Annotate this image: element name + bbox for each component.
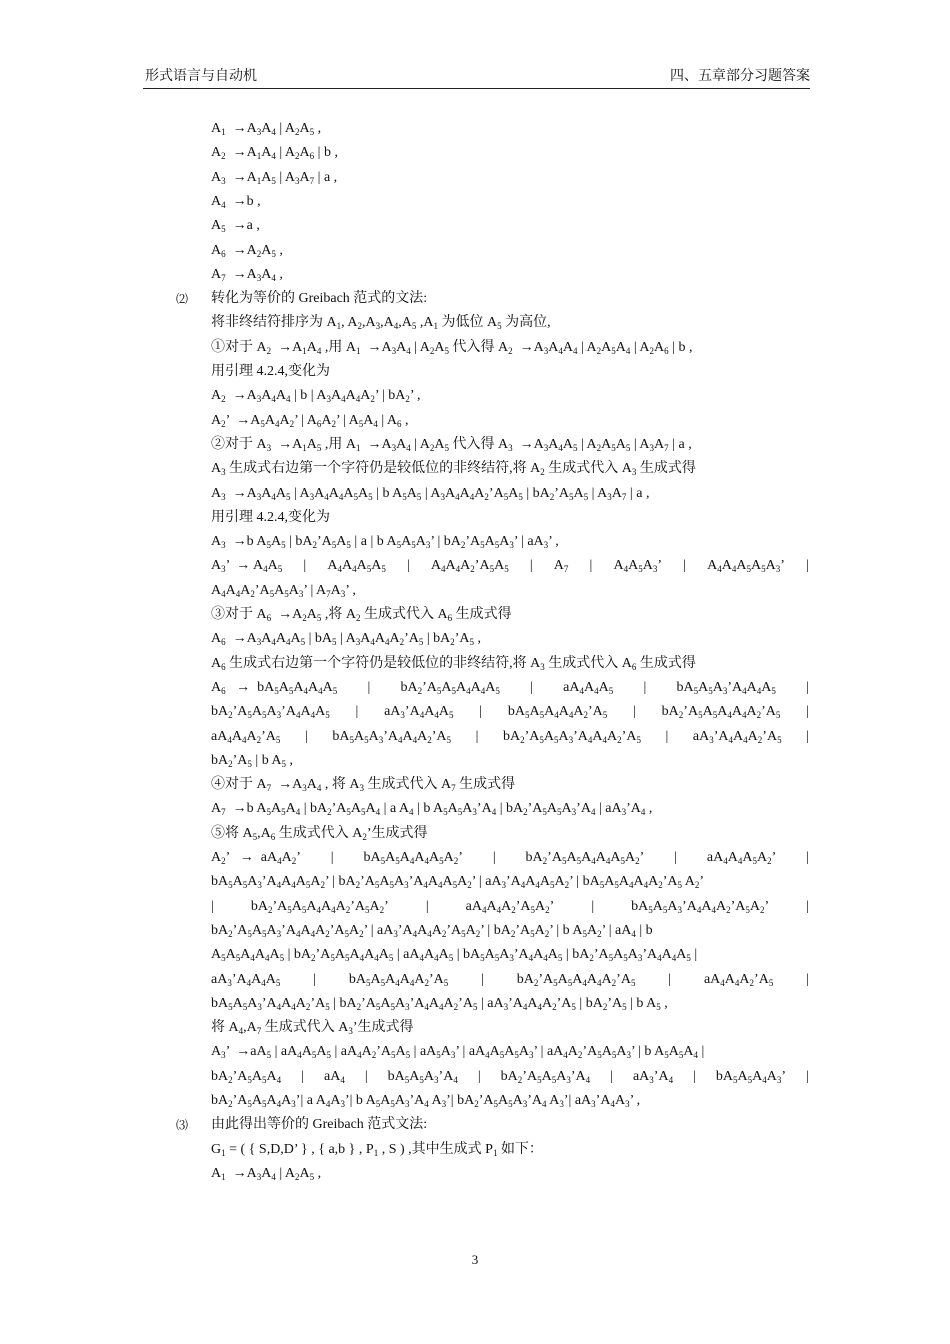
text-segment: $bA_5A_5A_3’A_4A_4A_2’A_5$ (332, 728, 452, 745)
text-line: $A_3$ 生成式右边第一个字符仍是较低位的非终结符,将 $A_2$ 生成式代入 $A_3$ 生成式得 (211, 461, 696, 478)
text-line: $A_6 \to A_3A_4A_4A_5$ | $bA_5$ | $A_3A_4A_4A_2’A_5$ | $bA_2’A_5$ , (211, 631, 482, 648)
text-segment: | (806, 704, 809, 720)
text-segment: $aA_3’A_4A_4A_5$ (384, 704, 454, 721)
text-line: $A_7 \to b$ $A_5A_5A_4$ | $bA_2’A_5A_5A_4$ | a $A_4$ | b $A_5A_5A_3’A_4$ | $bA_2’A_5A_5A_3’A_4$ | $aA_3’A_4$ , (211, 801, 653, 818)
text-segment: | (406, 558, 410, 574)
section-number: ⑵ (176, 292, 189, 307)
text-line: 用引理 4.2.4,变化为 (211, 509, 330, 525)
text-line: ⑤将 $A_5,A_6$ 生成式代入 $A_2$’生成式得 (211, 825, 428, 842)
text-line: $A_7 \to A_3A_4$ , (211, 266, 283, 283)
text-line (211, 702, 809, 722)
text-segment: | (425, 898, 429, 914)
text-segment: $bA_2’A_5A_5A_4A_4A_2’A_5$ (661, 704, 781, 721)
text-segment: $A_7$ (553, 558, 569, 575)
text-line: ①对于 $A_2 \to A_1A_4$ ,用 $A_1 \to A_3A_4$ | $A_2A_5$ 代入得 $A_2 \to A_3A_4A_4$ | $A_2A_5A_4$ | $A_2A_6$ | b , (211, 339, 693, 356)
text-segment: $bA_2’A_5A_5A_3’A_4A_4A_2’A_5$ (502, 728, 641, 745)
text-segment: $A_4A_4A_5A_5$ (327, 558, 386, 575)
text-segment: | (364, 1068, 368, 1084)
section-number: ⑶ (176, 1118, 189, 1133)
text-segment: $aA_4A_4A_2’A_5$ (211, 728, 281, 745)
text-segment: $bA_5A_5A_3’A_4$ (387, 1068, 458, 1085)
text-segment: | (211, 898, 214, 914)
text-segment: | (806, 898, 809, 914)
text-line: $A_2 \to A_3A_4A_4$ | b | $A_3A_4A_4A_2$’ | $bA_2$’ , (211, 388, 421, 405)
text-line: $A_2$’ $\to A_5A_4A_2$’ | $A_6A_2$’ | $A_5A_4$ | $A_6$ , (211, 412, 409, 429)
text-line: $A_6$ 生成式右边第一个字符仍是较低位的非终结符,将 $A_3$ 生成式代入 $A_6$ 生成式得 (211, 655, 696, 672)
text-segment: $bA_2’A_5A_5A_3’A_4$ (500, 1068, 591, 1085)
page-number: 3 (471, 1252, 479, 1267)
text-segment: $A_3$’ → $A_4A_5$ (211, 558, 283, 575)
text-segment: $bA_5A_5A_4A_4A_2’A_5$ (348, 971, 449, 988)
text-segment: | (693, 1068, 696, 1084)
text-segment: $A_4A_4A_5A_5A_3$’ (707, 558, 785, 575)
text-segment: $aA_4A_4A_2’A_5A_2$’ (465, 898, 555, 915)
text-segment: $bA_2’A_5A_5A_3’A_4A_4A_5$ (211, 704, 330, 721)
text-segment: $aA_3’A_4A_4A_2’A_5$ (692, 728, 782, 745)
text-segment: | (477, 1068, 481, 1084)
text-line: $bA_5A_5A_3’A_4A_4A_5A_2$’ | $bA_2’A_5A_5A_3’A_4A_4A_5A_2$’ | $aA_3’A_4A_4A_5A_2$’ | $bA_5A_5A_4A_4A_2’A_5$ $A_2$’ (211, 874, 705, 891)
text-segment: | (313, 971, 317, 987)
text-line: 用引理 4.2.4,变化为 (211, 364, 330, 379)
text-segment: | (806, 971, 809, 987)
text-segment: | (355, 704, 359, 720)
text-line: $A_1 \to A_3A_4$ | $A_2A_5$ , (211, 121, 322, 137)
text-line (211, 678, 809, 698)
text-segment: $aA_3’A_4$ (632, 1068, 674, 1085)
text-line: 由此得出等价的 Greibach 范式文法: (211, 1117, 428, 1133)
text-line: $bA_2’A_5$ | b $A_5$ , (211, 752, 294, 769)
text-line (211, 848, 809, 868)
text-line: $A_1 \to A_3A_4$ | $A_2A_5$ , (211, 1165, 322, 1182)
text-segment: $bA_2’A_5A_5A_4A_4A_5A_2$’ (525, 850, 645, 866)
text-line (211, 970, 809, 990)
text-segment: | (806, 558, 809, 574)
text-segment: $A_4A_5A_3$’ (613, 558, 663, 575)
text-segment: $A_4A_4A_2’A_5A_5$ (430, 558, 509, 575)
text-segment: | (475, 728, 479, 744)
text-segment: | (591, 898, 595, 914)
text-line: ④对于 $A_7 \to A_3A_4$ , 将 $A_3$ 生成式代入 $A_7$ 生成式得 (211, 777, 516, 794)
text-segment: $aA_4A_4A_5A_2$’ (706, 850, 777, 866)
text-segment: | (643, 679, 647, 695)
text-segment: | (303, 558, 307, 574)
text-segment: $bA_2’A_5A_5A_4A_4A_2’A_5$ (516, 971, 636, 988)
text-segment: | (806, 850, 809, 865)
text-segment: | (806, 1068, 809, 1084)
text-line: 转化为等价的 Greibach 范式的文法: (211, 291, 428, 307)
text-segment: $bA_5A_5A_3’A_4A_4A_2’A_5A_2$’ (631, 898, 770, 915)
text-segment: | (529, 558, 533, 574)
text-line: $A_5 \to a$ , (211, 218, 260, 235)
text-segment: | (806, 728, 809, 744)
text-segment: $A_2$’ → $aA_4A_2$’ (211, 850, 301, 866)
text-line: $bA_5A_5A_3’A_4A_4A_2’A_5$ | $bA_2’A_5A_5A_3’A_4A_4A_2’A_5$ | $aA_3’A_4A_4A_2’A_5$ | $bA_2’A_5$ | b $A_5$ , (211, 995, 668, 1012)
text-segment: | (668, 971, 672, 987)
text-line: $A_6 \to A_2A_5$ , (211, 242, 283, 259)
text-line (211, 556, 809, 576)
text-segment: | (674, 850, 677, 865)
text-line: $A_3 \to A_3A_4A_5$ | $A_3A_4A_4A_5A_5$ | b $A_5A_5$ | $A_3A_4A_4A_2’A_5A_5$ | $bA_2’A_5A_5$ | $A_3A_7$ | a , (211, 485, 650, 502)
text-segment: | (683, 558, 686, 574)
text-segment: | (665, 728, 669, 744)
text-segment: | (479, 704, 483, 720)
text-line: $A_3 \to b$ $A_5A_5$ | $bA_2’A_5A_5$ | a | b $A_5A_5A_3$’ | $bA_2’A_5A_5A_3$’ | $aA_3$’ , (211, 534, 559, 551)
text-line: ②对于 $A_3 \to A_1A_5$ ,用 $A_1 \to A_3A_4$ | $A_2A_5$ 代入得 $A_3 \to A_3A_4A_5$ | $A_2A_5A_5$ | $A_3A_7$ | a , (211, 436, 692, 453)
text-segment: $aA_4$ (324, 1068, 345, 1085)
text-line: $A_5A_5A_4A_4A_5$ | $bA_2’A_5A_5A_4A_4A_5$ | $aA_4A_4A_5$ | $bA_5A_5A_3’A_4A_4A_5$ | $bA_2’A_5A_5A_3’A_4A_4A_5$ | (211, 947, 698, 964)
text-segment: | (530, 679, 533, 695)
header-rule (143, 88, 810, 89)
text-line: $bA_2’A_5A_5A_4A_3’|$ a $A_4A_3’|$ b $A_5A_5A_3’A_4$ $A_3’|$ $bA_2’A_5A_5A_3’A_4$ $A_3’|$ $aA_3’A_4A_3$’ , (211, 1093, 641, 1109)
text-line: ③对于 $A_6 \to A_2A_5$ ,将 $A_2$ 生成式代入 $A_6$ 生成式得 (211, 607, 512, 623)
header-title-left: 形式语言与自动机 (145, 69, 257, 84)
text-segment: | (301, 1068, 304, 1084)
text-segment: | (589, 558, 593, 574)
text-segment: $aA_4A_4A_5$ (563, 679, 614, 696)
text-line: 将 $A_4,A_7$ 生成式代入 $A_3$’生成式得 (211, 1020, 414, 1037)
text-line: $bA_2’A_5A_5A_3’A_4A_4A_2’A_5A_2$’ | $aA_3’A_4A_4A_2’A_5A_2$’ | $bA_2’A_5A_2$’ | b $A_5A_2$’ | $aA_4$ | b (211, 922, 653, 939)
text-line (211, 897, 809, 917)
text-segment: $bA_2’A_5A_5A_4$ (211, 1068, 282, 1085)
text-line: 将非终结符排序为 $A_1$, $A_2,A_3,A_4,A_5$ $,A_1$ 为低位 $A_5$ 为高位, (211, 315, 551, 332)
text-segment: $bA_2’A_5A_5A_4A_4A_5$ (400, 679, 500, 696)
header-title-right: 四、五章部分习题答案 (670, 69, 810, 84)
text-segment: | (367, 679, 371, 695)
text-segment: | (492, 850, 496, 865)
text-line: $A_3$’ $\to aA_5$ | $aA_4A_5A_5$ | $aA_4A_2’A_5A_5$ | $aA_5A_3$’ | $aA_4A_5A_5A_3$’ | $aA_4A_2’A_5A_5A_3$’ | b $A_5A_5A_4$ | (211, 1044, 705, 1061)
text-segment: $bA_5A_5A_3’A_4A_4A_5$ (676, 679, 776, 696)
text-line: $A_2 \to A_1A_4$ | $A_2A_6$ | b , (211, 145, 338, 162)
text-segment: | (633, 704, 636, 720)
text-segment: | (806, 679, 809, 695)
text-segment: | (330, 850, 334, 865)
text-line: $A_3 \to A_1A_5$ | $A_3A_7$ | a , (211, 169, 338, 186)
text-segment: $bA_5A_5A_4A_3$’ (715, 1068, 787, 1085)
text-line: $A_4A_4A_2’A_5A_5A_3$’ | $A_7A_3$’ , (211, 582, 356, 599)
text-segment: $bA_5A_5A_4A_4A_5A_2$’ (363, 850, 463, 866)
text-line (211, 727, 809, 747)
text-line (211, 1067, 809, 1087)
text-segment: | (481, 971, 484, 987)
text-segment: | (304, 728, 308, 744)
text-segment: $aA_4A_4A_2’A_5$ (703, 971, 774, 988)
text-segment: $aA_3’A_4A_4A_5$ (211, 971, 281, 988)
text-segment: | (610, 1068, 613, 1084)
text-segment: $bA_5A_5A_4A_4A_2’A_5$ (507, 704, 608, 721)
text-segment: $A_6 \to bA_5A_5A_4A_4A_5$ (211, 679, 338, 696)
text-segment: $bA_2’A_5A_5A_4A_4A_2’A_5A_2$’ (250, 898, 389, 915)
text-line: $A_4 \to b$ , (211, 193, 261, 210)
text-line: $G_1$ = ( { S,D,D’ } , { a,b } , $P_1$ , S ) ,其中生成式 $P_1$ 如下： (211, 1141, 543, 1158)
